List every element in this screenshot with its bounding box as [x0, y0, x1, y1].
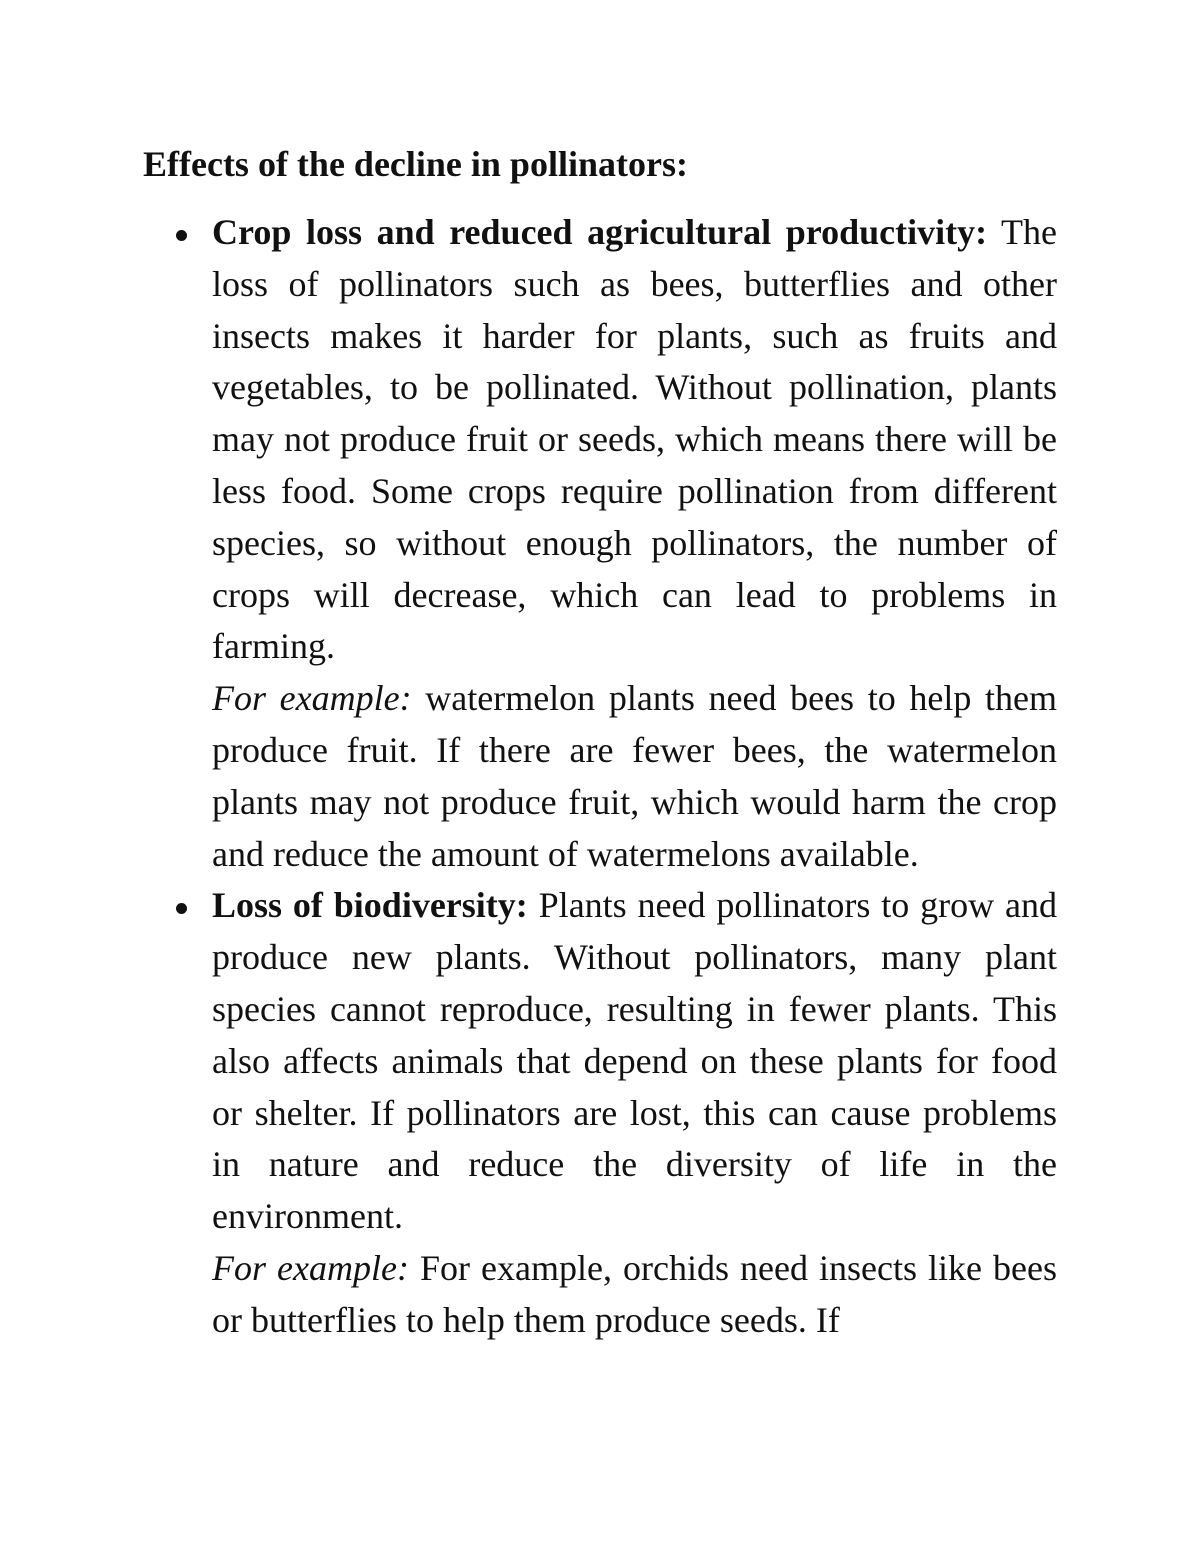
bullet-title: Loss of biodiversity:	[212, 885, 528, 926]
bullet-paragraph	[212, 207, 1057, 673]
example-label: For example:	[212, 678, 412, 719]
example-text: watermelon plants need bees to help them produce fruit. If there are fewer bees, the watermelon plants may not produce fruit, which would harm the crop and reduce the amount of watermelons available.	[212, 678, 1057, 874]
bullet-list	[0, 207, 1200, 1347]
bullet-body: The loss of pollinators such as bees, butterflies and other insects makes it harder for plants, such as fruits and vegetables, to be pollinated. Without pollination, plants may not produce fruit or seeds, which means there will be less food. Some crops require pollination from different species, so without enough pollinators, the number of crops will decrease, which can lead to problems in farming.	[212, 212, 1057, 667]
example-paragraph	[212, 673, 1057, 880]
example-paragraph	[212, 1243, 1057, 1347]
bullet-paragraph	[212, 880, 1057, 1243]
bullet-dot-icon	[176, 230, 187, 241]
bullet-item-crop-loss	[0, 207, 1200, 880]
bullet-dot-icon	[176, 903, 187, 914]
example-label: For example:	[212, 1247, 409, 1288]
bullet-body: Plants need pollinators to grow and produce new plants. Without pollinators, many plant species cannot reproduce, resulting in fewer plants. This also affects animals that depend on these plants for food or shelter. If pollinators are lost, this can cause problems in nature and reduce the diversity of life in the environment.	[212, 885, 1057, 1237]
bullet-item-biodiversity	[0, 880, 1200, 1346]
page-heading: Effects of the decline in pollinators:	[143, 144, 688, 184]
bullet-title: Crop loss and reduced agricultural productivity:	[212, 212, 988, 252]
example-text: For example, orchids need insects like bees or butterflies to help them produce seeds. If	[212, 1247, 1057, 1340]
